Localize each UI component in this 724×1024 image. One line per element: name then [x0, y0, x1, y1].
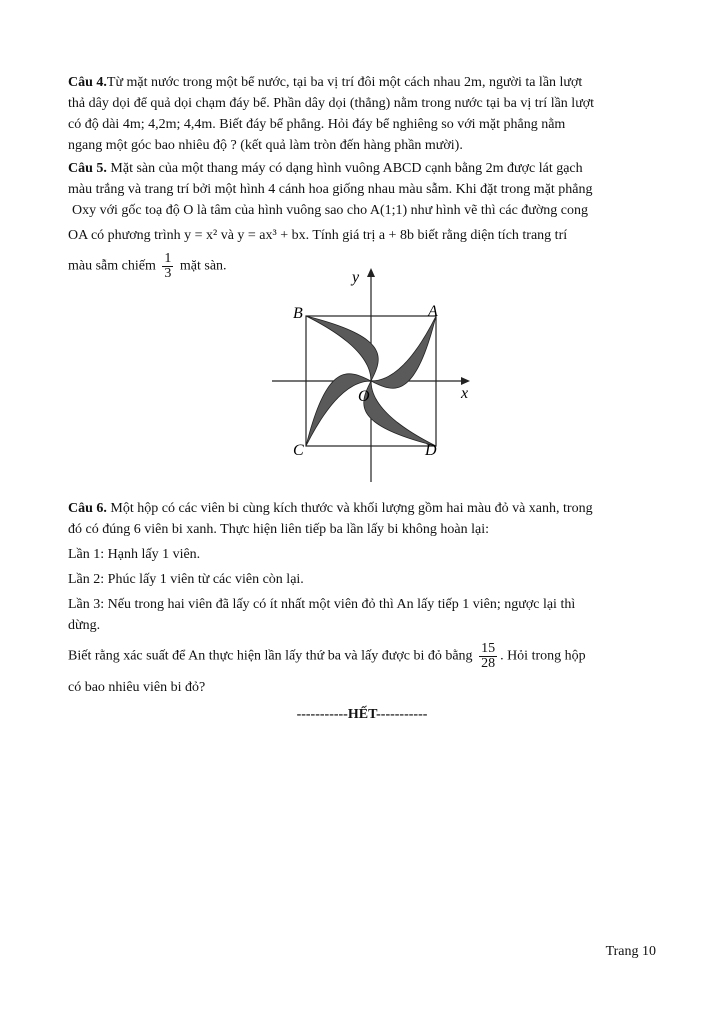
q6-turn3b: dừng.: [68, 618, 101, 633]
page-number: Trang 10: [605, 944, 656, 959]
q4-line1: [68, 72, 656, 93]
fraction-one-third: [162, 252, 173, 281]
q5-line3: Oxy với gốc toạ độ O là tâm của hình vuông sao cho A(1;1) như hình vẽ thì các đường cong: [72, 203, 588, 218]
label-y: y: [352, 269, 360, 286]
fraction-15-28: [479, 642, 497, 671]
y-axis-arrow: [367, 268, 375, 277]
q5-text1: Mặt sàn của một thang máy có dạng hình vuông ABCD cạnh bằng 2m được lát gạch: [110, 161, 583, 176]
label-c: C: [293, 442, 304, 459]
q6-prob-pre: Biết rằng xác suất để An thực hiện lần lấy thứ ba và lấy được bi đỏ bằng: [68, 648, 473, 664]
q5-line2: màu trắng và trang trí bởi một hình 4 cánh hoa giống nhau màu sẫm. Khi đặt trong mặt phẳng: [68, 182, 593, 197]
q6-question: có bao nhiêu viên bi đỏ?: [68, 680, 206, 695]
petal-b: [306, 316, 378, 381]
label-d: D: [425, 442, 437, 459]
pinwheel-svg: [270, 264, 542, 486]
q5-label: Câu 5.: [68, 161, 107, 176]
q6-line2: đó có đúng 6 viên bi xanh. Thực hiện liên tiếp ba lần lấy bi không hoàn lại:: [68, 522, 490, 537]
q6-turn1: Lần 1: Hạnh lấy 1 viên.: [68, 547, 201, 562]
q5-line1: [68, 158, 656, 179]
q5-line4: OA có phương trình y = x² và y = ax³ + bx. Tính giá trị a + 8b biết rằng diện tích trang trí: [68, 228, 568, 243]
end-marker: -----------HẾT-----------: [296, 707, 428, 722]
q6-turn2: Lần 2: Phúc lấy 1 viên từ các viên còn lại.: [68, 572, 304, 587]
question-5: [68, 158, 656, 281]
pinwheel-figure: [270, 264, 542, 486]
q6-label: Câu 6.: [68, 501, 107, 516]
petal-a: [371, 316, 436, 388]
q5-line5-pre: màu sẫm chiếm: [68, 258, 156, 274]
question-6: [68, 498, 656, 698]
q4-line4: ngang một góc bao nhiêu độ ? (kết quả làm tròn đến hàng phần mười).: [68, 138, 463, 153]
label-a: A: [428, 303, 438, 320]
q4-line3: có độ dài 4m; 4,2m; 4,4m. Biết đáy bể phẳng. Hỏi đáy bể nghiêng so với mặt phẳng nằm: [68, 117, 566, 132]
prob-numerator: 15: [481, 641, 496, 656]
petal-d: [364, 381, 436, 446]
q6-text1: Một hộp có các viên bi cùng kích thước và khối lượng gồm hai màu đỏ và xanh, trong: [110, 501, 593, 516]
frac-denominator: 3: [164, 266, 172, 281]
label-o: O: [358, 388, 370, 405]
frac-numerator: 1: [164, 251, 172, 266]
q6-probability: [68, 642, 656, 671]
q6-turn3a: Lần 3: Nếu trong hai viên đã lấy có ít nhất một viên đỏ thì An lấy tiếp 1 viên; ngược lại thì: [68, 597, 576, 612]
petal-c: [306, 374, 371, 446]
label-x: x: [461, 385, 469, 402]
x-axis-arrow: [461, 377, 470, 385]
q4-text1: Từ mặt nước trong một bể nước, tại ba vị trí đôi một cách nhau 2m, người ta lần lượt: [106, 75, 583, 90]
label-b: B: [293, 305, 303, 322]
question-4: [68, 72, 656, 156]
q4-label: Câu 4.: [68, 75, 107, 90]
page-content: [68, 72, 656, 283]
q4-line2: thả dây dọi để quả dọi chạm đáy bể. Phần dây dọi (thẳng) nằm trong nước tại ba vị trí lần lượt: [68, 96, 595, 111]
q6-prob-post: . Hỏi trong hộp: [500, 648, 586, 664]
q6-line1: [68, 498, 656, 519]
prob-denominator: 28: [481, 656, 496, 671]
q5-line5-post: mặt sàn.: [179, 258, 227, 274]
